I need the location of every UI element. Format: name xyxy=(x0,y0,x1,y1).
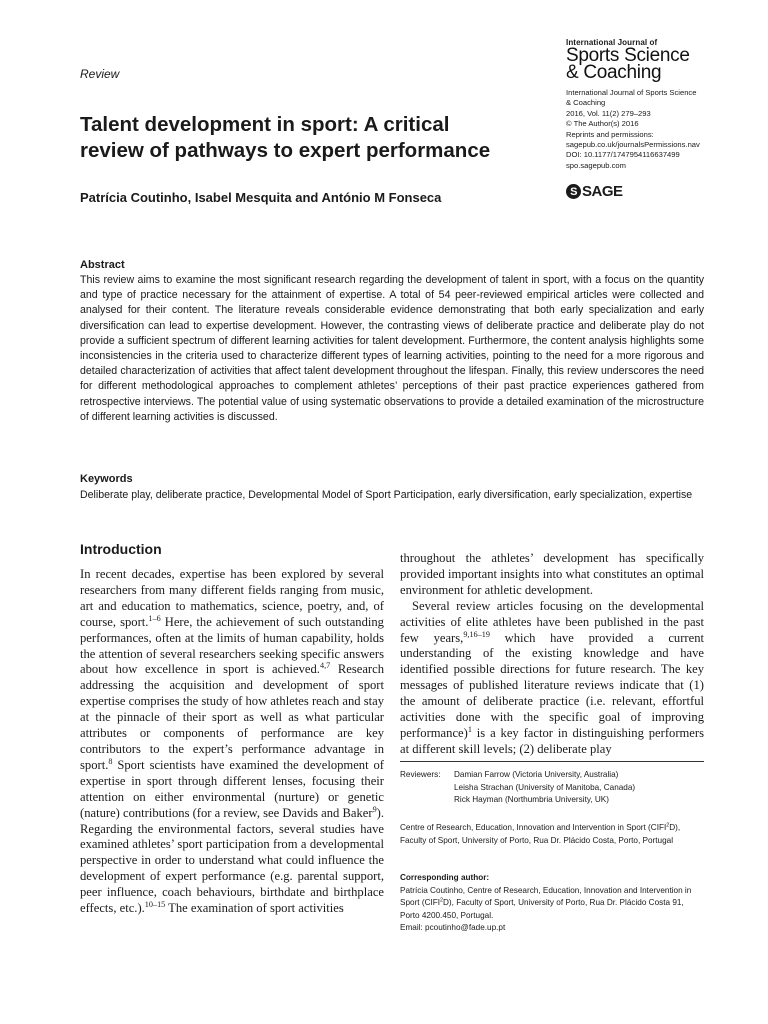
keywords-text: Deliberate play, deliberate practice, Developmental Model of Sport Participation, early diversification, early specialization, expertise xyxy=(80,489,693,501)
citation-ref: 9,16–19 xyxy=(463,629,490,639)
citation-ref: 8 xyxy=(108,756,113,766)
footnote-divider xyxy=(400,761,704,762)
meta-line: © The Author(s) 2016 xyxy=(566,119,639,129)
abstract-heading: Abstract xyxy=(80,259,125,271)
reviewers-note xyxy=(400,769,704,807)
journal-logo-small: International Journal of xyxy=(566,38,658,47)
journal-logo-line1: Sports Science xyxy=(566,45,690,66)
sage-mark-icon: S xyxy=(566,184,581,199)
citation-ref: 4,7 xyxy=(319,661,331,671)
affiliation-note: Centre of Research, Education, Innovation and Intervention in Sport (CIFI$^2$D), Faculty of Sport, University of Porto, Rua Dr. Plácido Costa, Porto, Portugal xyxy=(400,822,681,845)
citation-ref: 10–15 xyxy=(144,899,166,909)
journal-logo xyxy=(566,38,690,81)
introduction-heading: Introduction xyxy=(80,541,162,557)
reviewer: Damian Farrow (Victoria University, Australia) xyxy=(454,770,619,779)
body-column-right xyxy=(400,551,704,758)
citation-ref: 9 xyxy=(372,804,377,814)
article-authors: Patrícia Coutinho, Isabel Mesquita and António M Fonseca xyxy=(80,190,442,205)
meta-line: Reprints and permissions: xyxy=(566,129,654,139)
publisher-name: SAGE xyxy=(582,183,623,200)
body-column-left xyxy=(80,567,384,917)
title-line: Talent development in sport: A critical xyxy=(80,113,450,136)
journal-meta xyxy=(566,88,716,171)
corresponding-author-email[interactable]: Email: pcoutinho@fade.up.pt xyxy=(400,923,506,933)
meta-line: DOI: 10.1177/1747954116637499 xyxy=(566,150,680,160)
journal-logo-line2: & Coaching xyxy=(566,62,662,83)
meta-line: spo.sagepub.com xyxy=(566,160,626,170)
citation-ref: 1–6 xyxy=(148,613,161,623)
publisher-logo xyxy=(566,183,623,200)
title-line: review of pathways to expert performance xyxy=(80,139,491,162)
reviewers-label: Reviewers: xyxy=(400,770,441,779)
body-paragraph: Several review articles focusing on the developmental activities of elite athletes have been published in the past few years,$^{9,16-19}$ which have provided a current understanding of the existing knowledge and have identified possible directions for future research. The key messages of published literature reviews indicate that (1) the amount of deliberate practice (i.e. relevant, effortful activities done with the specific goal of improving performance)$^1$ is a key factor in distinguishing performers at different skill levels; (2) deliberate play xyxy=(400,598,705,756)
body-paragraph: throughout the athletes’ development has specifically provided important insights into what constitutes an optimal environment for athletic development. xyxy=(400,551,704,597)
meta-line: & Coaching xyxy=(566,98,606,108)
article-title xyxy=(80,112,550,164)
corresponding-author-heading: Corresponding author: xyxy=(400,873,490,882)
meta-line: sagepub.co.uk/journalsPermissions.nav xyxy=(566,140,700,150)
meta-line: 2016, Vol. 11(2) 279–293 xyxy=(566,108,651,118)
keywords-heading: Keywords xyxy=(80,473,133,485)
meta-line: International Journal of Sports Science xyxy=(566,88,697,97)
reviewer: Leisha Strachan (University of Manitoba, Canada) xyxy=(454,782,636,792)
citation-ref: 1 xyxy=(467,724,472,734)
body-paragraph: In recent decades, expertise has been explored by several researchers from many different fields ranging from music, art and education to mathematics, science, poetry, and, of course, sport.$^{1-6}$ Here, the achievement of such outstanding performances, often at the limits of human capability, holds the attention of several researchers seeking specific answers about how excellence in sport is achieved.$^{4,7}$ Research addressing the acquisition and development of sport expertise comprises the study of how athletes reach and stay at the pinnacle of their sport as well as what particular attributes or components of performance are key contributors to the expert’s performance advantage in sport.$^8$ Sport scientists have examined the development of expertise in sport through different lenses, focusing their attention on either environmental (nurture) or genetic (nature) contributions (for a review, see Davids and Baker$^9$). Regarding the environmental factors, several studies have examined athletes’ sport participation from a developmental perspective in order to understand what could influence the development of expert performance (e.g. parental support, peer influence, coach behaviours, birthdate and birthplace effects, etc.).$^{10-15}$ The examination of sport activities xyxy=(80,567,385,916)
section-label: Review xyxy=(80,67,120,81)
abstract-text: This review aims to examine the most significant research regarding the development of talent in sport, with a focus on the quantity and type of practice necessary for the attainment of expertise. A total of 54 peer-reviewed empirical articles were collected and analysed for their content. The literature reveals considerable evidence demonstrating that both early specialization and early diversification can lead to expertise development. However, the contrasting views of deliberate practice and deliberate play do not provide a sufficient spectrum of different learning activities for talent development. Furthermore, the content analysis highlights some inconsistencies in the criteria used to characterize different types of learning activities, pointing to the need for a more rigorous and detailed characterization of activities that affect talent development throughout the lifespan. Finally, this review underscores the need for different methodological approaches to complement athletes’ perceptions of their past practice experiences gathered from retrospective interviews. The potential value of using systematic observations to provide a detailed examination of the microstructure of different learning activities is discussed. xyxy=(80,274,704,423)
corresponding-author-note xyxy=(400,872,704,935)
corresponding-author-address: Patrícia Coutinho, Centre of Research, Education, Innovation and Intervention in Sport (CIFI$^2$D), Faculty of Sport, University of Porto, Rua Dr. Plácido Costa 91, Porto 4200.450, Portugal. xyxy=(400,885,692,920)
reviewer: Rick Hayman (Northumbria University, UK) xyxy=(454,795,609,805)
